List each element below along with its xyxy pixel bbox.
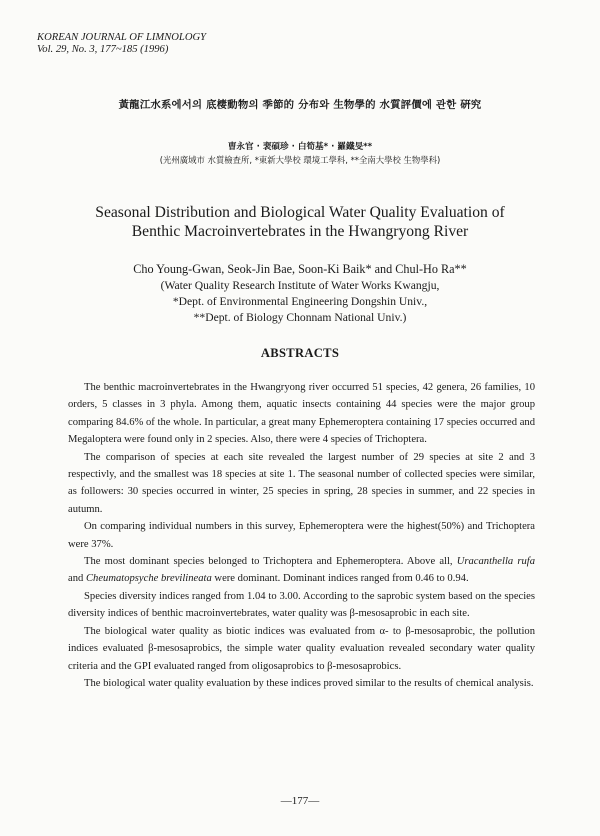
affiliation-line3: **Dept. of Biology Chonnam National Univ.): [193, 311, 407, 324]
abstract-paragraph-6: The biological water quality as biotic indices was evaluated from α- to β-mesosaprobic, the pollution indices evaluated β-mesosaprobics, the simple water quality evaluation revealed secondary water quality criteria and the GPI evaluated ranged from oligosaprobics to β-mesosaprobics.: [68, 625, 535, 672]
abstract-paragraph-7: The biological water quality evaluation by these indices proved similar to the results of chemical analysis.: [84, 677, 534, 689]
species-name-cheumatopsyche: Cheumatopsyche brevilineata: [85, 573, 212, 585]
english-authors: Cho Young-Gwan, Seok-Jin Bae, Soon-Ki Baik* and Chul-Ho Ra**: [133, 262, 467, 276]
species-name-uracanthella: Uracanthella rufa: [456, 556, 535, 568]
journal-header: [37, 32, 206, 56]
affiliation-line2: *Dept. of Environmental Engineering Dongshin Univ.,: [172, 295, 428, 308]
abstract-body: [68, 379, 535, 692]
journal-name: KOREAN JOURNAL OF LIMNOLOGY: [37, 32, 207, 43]
paragraph-4-end: were dominant. Dominant indices ranged from 0.46 to 0.94.: [211, 573, 469, 585]
korean-affiliations: (光州廣域市 水質檢査所, *東新大學校 環境工學科, **全南大學校 生物學科): [159, 155, 441, 165]
abstract-paragraph-2: The comparison of species at each site revealed the largest number of 29 species at site 2 and 3 respectivly, and the smallest was 18 species at site 1. The seasonal number of collected species were similar, as followers: 30 species occurred in winter, 25 species in spring, 28 species in summer, and 22 species in autumn.: [68, 451, 535, 515]
paragraph-4-and: and: [68, 573, 86, 585]
abstract-paragraph-5: Species diversity indices ranged from 1.04 to 3.00. According to the saprobic system based on the species diversity indices of benthic macroinvertebrates, water quality was β-mesosaprobic in each site.: [68, 590, 535, 620]
abstract-heading: ABSTRACTS: [260, 346, 340, 360]
english-title-line1: Seasonal Distribution and Biological Water Quality Evaluation of: [95, 204, 505, 221]
abstract-paragraph-3: On comparing individual numbers in this survey, Ephemeroptera were the highest(50%) and Trichoptera were 37%.: [68, 521, 535, 550]
korean-authors: 曺永官 · 裵碩珍 · 白筍基* · 羅鐵旻**: [227, 142, 373, 152]
affiliation-line1: (Water Quality Research Institute of Water Works Kwangju,: [160, 279, 440, 292]
korean-title: 黃龍江水系에서의 底棲動物의 季節的 分布와 生物學的 水質評價에 관한 硏究: [118, 99, 482, 111]
abstract-paragraph-4: [68, 553, 535, 588]
english-title: [0, 203, 600, 241]
paragraph-4-start: The most dominant species belonged to Trichoptera and Ephemeroptera. Above all,: [84, 556, 457, 568]
abstract-paragraph-1: The benthic macroinvertebrates in the Hwangryong river occurred 51 species, 42 genera, 26 families, 10 orders, 5 classes in 3 phyla. Among them, aquatic insects containing 44 species were the major group comparing 84.6% of the whole. In particular, a great many Ephemeroptera containing 17 species occurred and Megaloptera were found only in 2 species. Also, there were 4 species of Trichoptera.: [68, 382, 535, 446]
journal-citation: Vol. 29, No. 3, 177~185 (1996): [37, 44, 169, 55]
page-number: —177—: [280, 795, 320, 807]
english-title-line2: Benthic Macroinvertebrates in the Hwangryong River: [131, 223, 469, 240]
